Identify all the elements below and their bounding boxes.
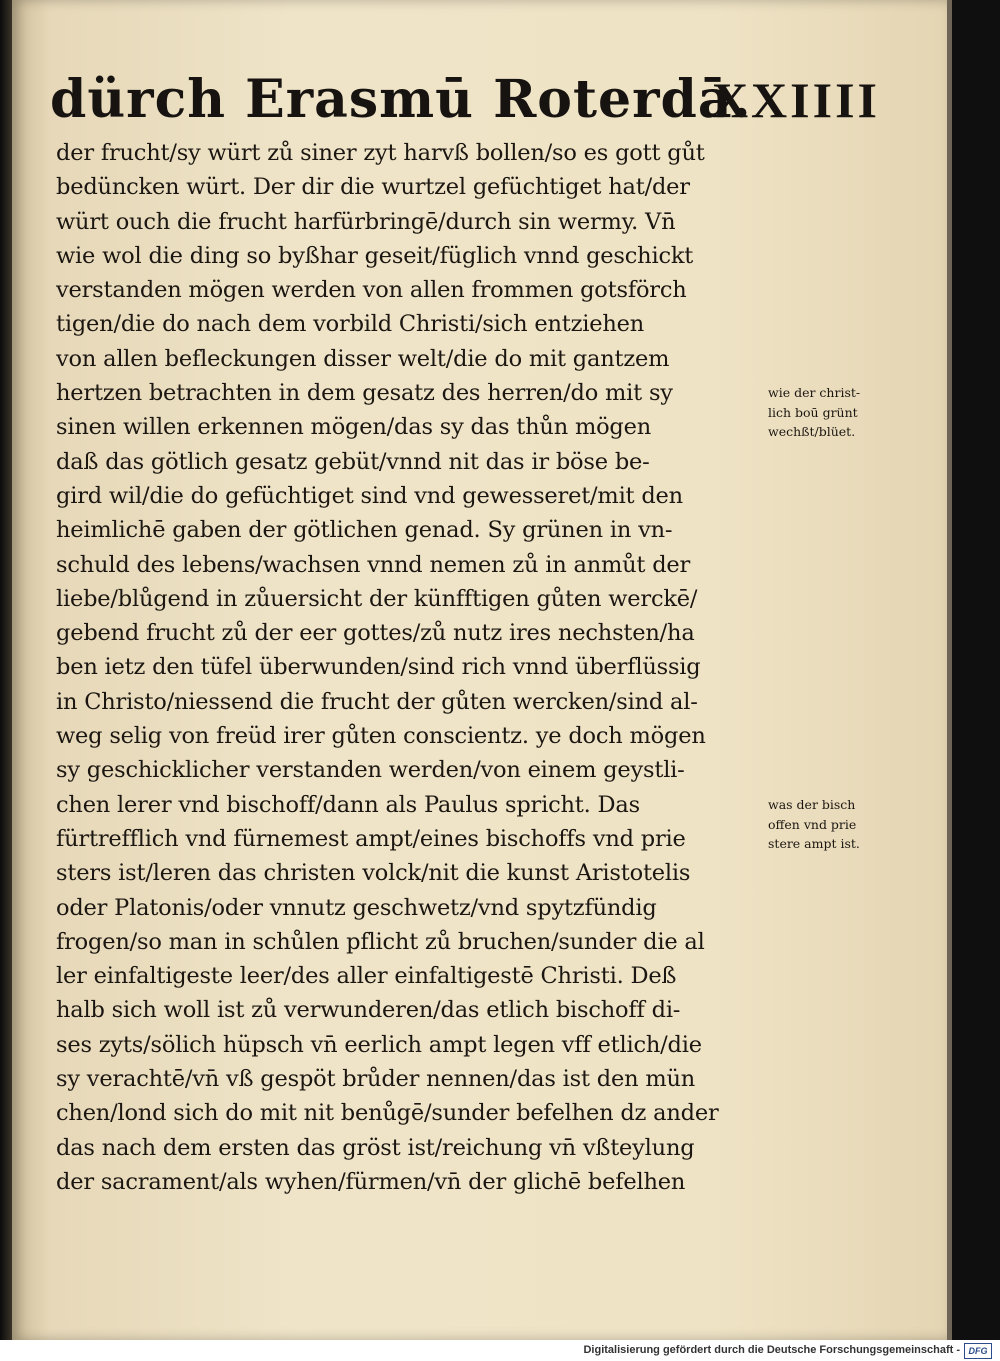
marginal-note-line: was der bisch — [768, 797, 856, 812]
text-line: wie wol die ding so byßhar geseit/füglich vnnd geschickt — [56, 242, 694, 269]
text-line: gird wil/die do gefüchtiget sind vnd gewesseret/mit den — [56, 482, 683, 509]
text-line: hertzen betrachten in dem gesatz des herren/do mit sy — [56, 380, 673, 407]
marginal-note-line: wie der christ- — [768, 385, 861, 400]
digitization-footer — [0, 1340, 1000, 1361]
text-line: liebe/blůgend in zůuersicht der künfftigen gůten werckē/ — [56, 585, 698, 612]
text-line: sters ist/leren das christen volck/nit die kunst Aristotelis — [56, 860, 691, 887]
text-line: daß das götlich gesatz gebüt/vnnd nit das ir böse be- — [56, 448, 650, 475]
folio-number: XXIIII — [711, 72, 880, 128]
text-line: sy geschicklicher verstanden werden/von einem geystli- — [56, 757, 685, 784]
text-line: bedüncken würt. Der dir die wurtzel gefüchtiget hat/der — [56, 174, 690, 201]
text-line: ben ietz den tüfel überwunden/sind rich vnnd überflüssig — [56, 654, 701, 681]
text-line: verstanden mögen werden von allen frommen gotsförch — [56, 277, 687, 304]
page-header — [50, 60, 910, 140]
text-line: ses zyts/sölich hüpsch vn̄ eerlich ampt legen vff etlich/die — [56, 1031, 702, 1058]
marginal-note — [768, 383, 918, 442]
text-line: chen lerer vnd bischoff/dann als Paulus spricht. Das — [56, 791, 640, 818]
text-line: oder Platonis/oder vnnutz geschwetz/vnd spytzfündig — [56, 894, 657, 921]
text-line: tigen/die do nach dem vorbild Christi/sich entziehen — [56, 311, 645, 338]
text-line: fürtrefflich vnd fürnemest ampt/eines bischoffs vnd prie — [56, 825, 686, 852]
text-line: der frucht/sy würt zů siner zyt harvß bollen/so es gott gůt — [56, 140, 705, 166]
marginal-note-line: stere ampt ist. — [768, 836, 860, 851]
text-line: ler einfaltigeste leer/des aller einfaltigestē Christi. Deß — [56, 963, 677, 990]
dfg-logo: DFG — [964, 1343, 992, 1359]
text-line: frogen/so man in schůlen pflicht zů bruchen/sunder die al — [56, 928, 705, 955]
funding-credit: Digitalisierung gefördert durch die Deutsche Forschungsgemeinschaft - — [583, 1344, 960, 1356]
text-line: sy verachtē/vn̄ vß gespöt brůder nennen/das ist den mün — [56, 1066, 696, 1093]
text-line: weg selig von freüd irer gůten conscientz. ye doch mögen — [56, 723, 706, 750]
text-line: von allen befleckungen disser welt/die do mit gantzem — [56, 345, 670, 372]
text-line: das nach dem ersten das gröst ist/reichung vn̄ vßteylung — [56, 1134, 695, 1161]
text-line: in Christo/niessend die frucht der gůten wercken/sind al- — [56, 688, 698, 715]
marginal-note-line: offen vnd prie — [768, 816, 857, 832]
text-line: der sacrament/als wyhen/fürmen/vn̄ der glichē befelhen — [56, 1168, 686, 1195]
text-line: schuld des lebens/wachsen vnnd nemen zů in anmůt der — [56, 551, 691, 578]
marginal-note-line: lich boū grünt — [768, 404, 858, 420]
text-line: sinen willen erkennen mögen/das sy das thůn mögen — [56, 414, 652, 441]
marginal-note — [768, 795, 918, 854]
text-line: halb sich woll ist zů verwunderen/das etlich bischoff di- — [56, 997, 681, 1024]
marginal-note-line: wechßt/blüet. — [768, 424, 856, 439]
text-line: würt ouch die frucht harfürbringē/durch sin wermy. Vn̄ — [56, 208, 676, 235]
running-head: dürch Erasmū Roterdā. — [50, 69, 752, 130]
text-line: gebend frucht zů der eer gottes/zů nutz ires nechsten/ha — [56, 620, 695, 647]
main-text-block — [56, 136, 766, 1199]
page-edge-shadow — [947, 0, 1000, 1340]
text-line: chen/lond sich do mit nit benůgē/sunder befelhen dz ander — [56, 1100, 719, 1127]
page-edge — [947, 0, 952, 1340]
book-gutter — [0, 0, 12, 1340]
text-line: heimlichē gaben der götlichen genad. Sy grünen in vn- — [56, 517, 673, 544]
